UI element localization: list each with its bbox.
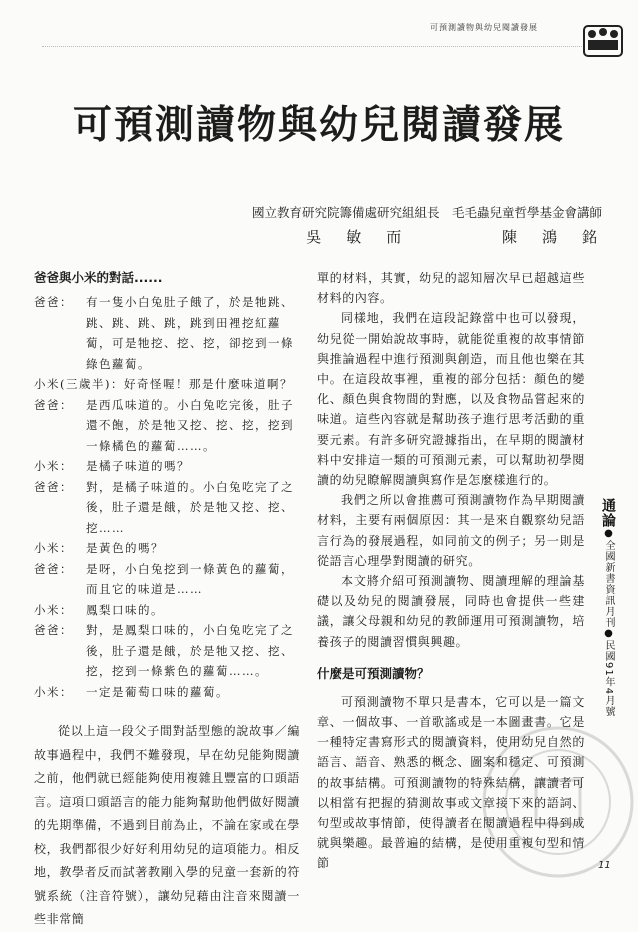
dialog-line — [34, 559, 300, 600]
author-block — [252, 202, 602, 248]
dialog-heading: 爸爸與小米的對話...... — [34, 270, 163, 285]
utterance: 是黃色的嗎？ — [86, 541, 164, 555]
author-name-1: 吳 敏 而 — [306, 228, 407, 246]
speaker: 爸爸： — [34, 623, 73, 637]
speaker: 爸爸： — [34, 295, 73, 309]
body-paragraph: 可預測讀物不單只是書本，它可以是一篇文章、一個故事、一首歌謠或是一本圖畫書。它是一種特定書寫形式的閱讀資料，使用幼兒自然的語言、語音、熟悉的概念、圖案和穩定、可預測的故事結構。可預測讀物的特殊結構，讓讀者可以相當有把握的猜測故事或文章接下來的語詞、句型或故事情節，使得讀者在閱讀過程中得到成就與樂趣。最普遍的結構，是使用重複句型和情節 — [317, 694, 585, 871]
library-seal-icon — [478, 722, 638, 882]
section-heading: 什麼是可預測讀物？ — [317, 665, 430, 681]
body-paragraph: 我們之所以會推薦可預測讀物作為早期閱讀材料，主要有兩個原因：其一是來自觀察幼兒語言行為的發展過程，如同前文的例子；另一則是從語言心理學對閱讀的研究。 — [317, 493, 585, 568]
dialog-line — [34, 374, 300, 395]
author-affiliations: 國立教育研究院籌備處研究組組長 毛毛蟲兒童哲學基金會講師 — [251, 205, 602, 220]
header-rule — [42, 46, 582, 47]
utterance: 好奇怪喔！那是什麼味道啊？ — [123, 377, 293, 391]
dialog-line — [34, 682, 300, 703]
section-label: 通論 — [600, 498, 616, 528]
body-paragraph: 本文將介紹可預測讀物、閱讀理解的理論基礎以及幼兒的閱讀發展，同時也會提供一些建議，讓父母親和幼兒的教師運用可預測讀物，培養孩子的閱讀習慣與興趣。 — [317, 574, 585, 649]
dialog-line — [34, 292, 300, 374]
dialog-list — [34, 292, 300, 702]
left-column — [34, 268, 300, 932]
author-name-2: 陳 鴻 銘 — [501, 228, 602, 246]
utterance: 有一隻小白兔肚子餓了，於是牠跳、跳、跳、跳、跳，跳到田裡挖紅蘿蔔，可是牠挖、挖、挖，卻挖到一條綠色蘿蔔。 — [86, 295, 294, 371]
journal-logo-icon — [582, 20, 624, 60]
speaker: 爸爸： — [34, 397, 73, 412]
body-paragraph: 同樣地，我們在這段記錄當中也可以發現，幼兒從一開始說故事時，就能從重複的故事情節與推論過程中進行預測與創造，而且他也樂在其中。在這段故事裡，重複的部分包括：顏色的變化、顏色與食物間的對應，以及食物品嘗起來的味道。這些內容就是幫助孩子進行思考活動的重要元素。有許多研究證據指出，在早期的閱讀材料中安排這一類的可預測元素，可以幫助初學閱讀的幼兒瞭解閱讀與寫作是怎麼樣進行的。 — [317, 311, 585, 488]
utterance: 一定是葡萄口味的蘿蔔。 — [86, 684, 229, 699]
journal-issue: ●全國新書資訊月刊●民國91年4月號 — [603, 528, 614, 718]
speaker: 小米： — [34, 459, 73, 473]
author-names — [252, 227, 602, 248]
utterance: 是橘子味道的嗎？ — [86, 459, 190, 473]
speaker: 小米： — [34, 541, 73, 555]
body-paragraph: 單的材料，其實，幼兒的認知層次早已超越這些材料的內容。 — [317, 271, 585, 306]
page-number: 11 — [598, 860, 611, 871]
dialog-line — [34, 456, 300, 477]
speaker: 小米(三歲半)： — [34, 377, 124, 391]
speaker: 小米： — [34, 602, 73, 617]
utterance: 是西瓜味道的。小白兔吃完後，肚子還不飽，於是牠又挖、挖、挖，挖到一條橘色的蘿蔔……。 — [86, 397, 294, 453]
dialog-line — [34, 600, 300, 621]
running-title: 可預測讀物與幼兒閱讀發展 — [430, 23, 538, 32]
article-title: 可預測讀物與幼兒閱讀發展 — [72, 102, 565, 148]
speaker: 爸爸： — [34, 561, 73, 576]
utterance: 對，是鳳梨口味的，小白兔吃完了之後，肚子還是餓，於是牠又挖、挖、挖，挖到一條紫色的蘿蔔……。 — [86, 623, 294, 678]
speaker: 爸爸： — [34, 479, 73, 494]
speaker: 小米： — [34, 684, 73, 699]
utterance: 鳳梨口味的。 — [86, 602, 164, 617]
dialog-line — [34, 395, 300, 457]
dialog-line — [34, 538, 300, 559]
dialog-line — [34, 620, 300, 682]
utterance: 對，是橘子味道的。小白兔吃完了之後，肚子還是餓，於是牠又挖、挖、挖…… — [86, 479, 294, 535]
body-paragraph: 從以上這一段父子間對話型態的說故事／編故事過程中，我們不難發現，早在幼兒能夠閱讀之前，他們就已經能夠使用複雜且豐富的口頭語言。這項口頭語言的能力能夠幫助他們做好閱讀的先期準備，不過到目前為止，不論在家或在學校，我們都很少好好利用幼兒的這項能力。相反地，教學者反而試著教剛入學的兒童一套新的符號系統（注音符號），讓幼兒藉由注音來閱讀一些非常簡 — [34, 724, 300, 926]
dialog-line — [34, 477, 300, 539]
journal-sidebar — [602, 498, 618, 717]
utterance: 是呀，小白兔挖到一條黃色的蘿蔔，而且它的味道是…… — [86, 561, 294, 596]
